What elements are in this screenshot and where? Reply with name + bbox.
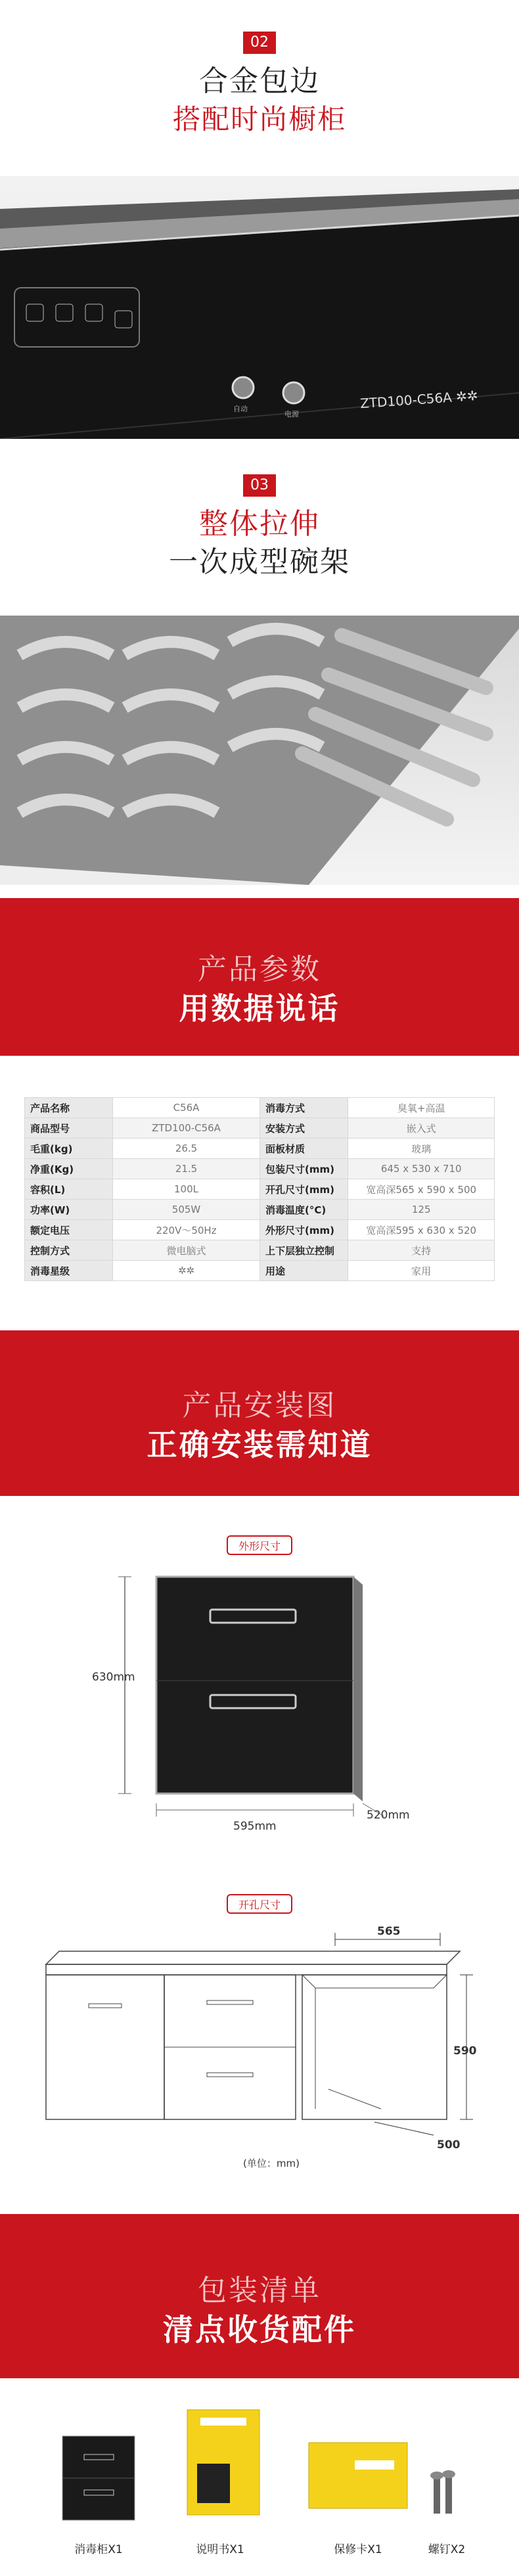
cutout-depth: 500 [437, 2138, 461, 2152]
spec-value: 220V～50Hz [113, 1220, 260, 1240]
spec-row [25, 1220, 495, 1240]
spec-value: 645 x 530 x 710 [348, 1159, 495, 1179]
outline-width: 595mm [233, 1820, 277, 1833]
packing-item-label: 说明书X1 [196, 2543, 244, 2556]
spec-label: 开孔尺寸(mm) [260, 1179, 348, 1200]
warranty-item-image [309, 2443, 407, 2508]
spec-label: 净重(Kg) [25, 1159, 113, 1179]
outline-diagram [105, 1570, 420, 1820]
section-badge: 02 [243, 32, 276, 54]
install-banner [0, 1330, 519, 1496]
cutout-diagram [33, 1925, 486, 2155]
section-title: 整体拉伸 [199, 507, 320, 541]
model-label: ZTD100-C56A ✲✲ [359, 387, 479, 412]
screw-item-image [430, 2470, 455, 2514]
spec-label: 上下层独立控制 [260, 1240, 348, 1261]
spec-row [25, 1200, 495, 1220]
spec-label: 额定电压 [25, 1220, 113, 1240]
params-title: 产品参数 [198, 953, 321, 986]
unit-note: (单位：mm) [243, 2158, 300, 2169]
section-subtitle: 一次成型碗架 [169, 545, 350, 579]
rack-photo [0, 616, 519, 885]
spec-value: 125 [348, 1200, 495, 1220]
spec-value: 505W [113, 1200, 260, 1220]
cutout-width: 565 [377, 1925, 401, 1938]
spec-row [25, 1179, 495, 1200]
outline-tag: 外形尺寸 [227, 1535, 292, 1555]
outline-depth: 520mm [367, 1809, 410, 1822]
section-subtitle: 搭配时尚橱柜 [172, 103, 346, 135]
spec-row [25, 1240, 495, 1261]
packing-item-label: 保修卡X1 [334, 2543, 382, 2556]
spec-label: 安装方式 [260, 1118, 348, 1139]
packing-illustrations [0, 2391, 519, 2536]
spec-label: 功率(W) [25, 1200, 113, 1220]
spec-label: 用途 [260, 1261, 348, 1281]
cabinet-item-image [62, 2436, 135, 2520]
spec-row [25, 1098, 495, 1118]
packing-subtitle: 清点收货配件 [163, 2312, 356, 2347]
install-subtitle: 正确安装需知道 [147, 1427, 372, 1462]
section-badge: 03 [243, 474, 276, 497]
spec-value: C56A [113, 1098, 260, 1118]
manual-item-image [187, 2410, 260, 2515]
spec-value: 臭氧+高温 [348, 1098, 495, 1118]
spec-label: 商品型号 [25, 1118, 113, 1139]
cutout-tag: 开孔尺寸 [227, 1894, 292, 1914]
auto-button-label: 自动 [233, 405, 248, 413]
spec-label: 毛重(kg) [25, 1139, 113, 1159]
packing-item-label: 螺钉X2 [428, 2543, 466, 2556]
panel-photo [0, 176, 519, 439]
packing-banner [0, 2214, 519, 2378]
dish-rack-illustration [0, 616, 519, 885]
cutout-height: 590 [453, 2045, 477, 2058]
spec-value: ✲✲ [113, 1261, 260, 1281]
spec-label: 容积(L) [25, 1179, 113, 1200]
section-title: 合金包边 [199, 64, 320, 98]
packing-title: 包装清单 [198, 2274, 321, 2307]
spec-label: 消毒星级 [25, 1261, 113, 1281]
spec-row [25, 1159, 495, 1179]
params-subtitle: 用数据说话 [179, 991, 340, 1026]
spec-row [25, 1139, 495, 1159]
spec-label: 控制方式 [25, 1240, 113, 1261]
spec-label: 消毒方式 [260, 1098, 348, 1118]
spec-row [25, 1118, 495, 1139]
spec-value: 微电脑式 [113, 1240, 260, 1261]
spec-label: 包装尺寸(mm) [260, 1159, 348, 1179]
spec-value: 宽高深595 x 630 x 520 [348, 1220, 495, 1240]
spec-value: 21.5 [113, 1159, 260, 1179]
spec-value: 嵌入式 [348, 1118, 495, 1139]
spec-value: 家用 [348, 1261, 495, 1281]
power-button-label: 电源 [284, 410, 299, 418]
spec-value: ZTD100-C56A [113, 1118, 260, 1139]
spec-value: 玻璃 [348, 1139, 495, 1159]
spec-table [24, 1097, 495, 1281]
spec-label: 外形尺寸(mm) [260, 1220, 348, 1240]
spec-value: 支持 [348, 1240, 495, 1261]
packing-item-label: 消毒柜X1 [74, 2543, 123, 2556]
spec-value: 100L [113, 1179, 260, 1200]
spec-value: 26.5 [113, 1139, 260, 1159]
spec-value: 宽高深565 x 590 x 500 [348, 1179, 495, 1200]
params-banner [0, 898, 519, 1056]
spec-label: 面板材质 [260, 1139, 348, 1159]
spec-label: 消毒温度(°C) [260, 1200, 348, 1220]
install-title: 产品安装图 [182, 1389, 337, 1422]
spec-row [25, 1261, 495, 1281]
outline-height: 630mm [92, 1671, 135, 1684]
spec-label: 产品名称 [25, 1098, 113, 1118]
